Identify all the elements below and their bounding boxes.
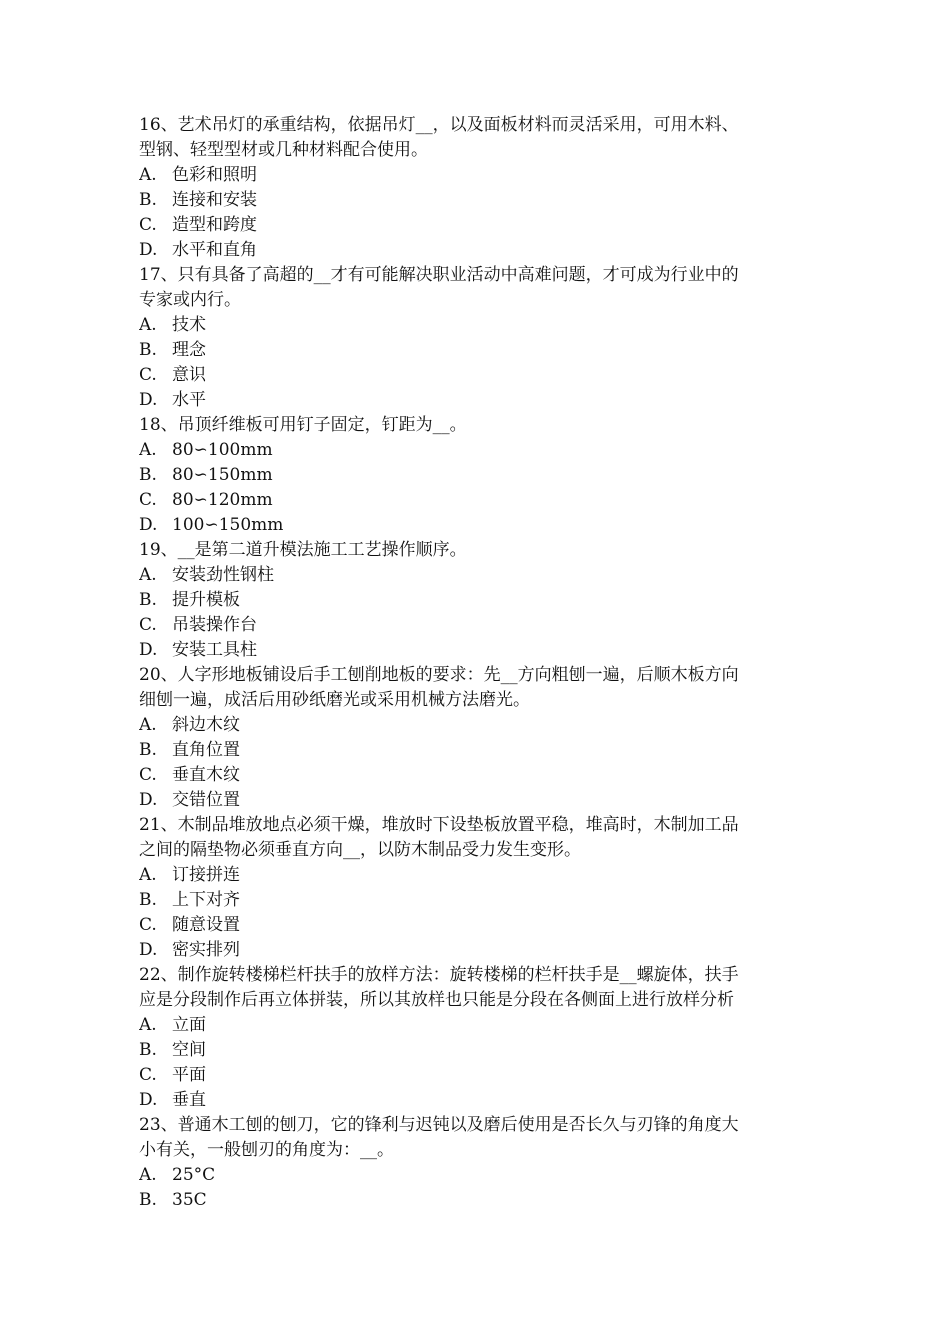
question-block	[139, 113, 819, 263]
answer-option	[139, 313, 819, 338]
question-text-line: 应是分段制作后再立体拼装，所以其放样也只能是分段在各侧面上进行放样分析	[139, 990, 734, 1010]
option-text: 上下对齐	[172, 890, 240, 910]
question-text-line: 18、吊顶纤维板可用钉子固定，钉距为__。	[139, 415, 467, 435]
question-text-line: 型钢、轻型型材或几种材料配合使用。	[139, 140, 428, 160]
question-block	[139, 663, 819, 813]
question-text-line: 23、普通木工刨的刨刀，它的锋利与迟钝以及磨后使用是否长久与刃锋的角度大	[139, 1115, 739, 1135]
option-letter: B.	[139, 190, 157, 210]
option-letter: D.	[139, 940, 158, 960]
option-letter: D.	[139, 390, 158, 410]
question-text-line: 16、艺术吊灯的承重结构，依据吊灯__，以及面板材料而灵活采用，可用木料、	[139, 115, 739, 135]
option-text: 提升模板	[172, 590, 240, 610]
option-text: 密实排列	[172, 940, 240, 960]
answer-option	[139, 738, 819, 763]
answer-option	[139, 1088, 819, 1113]
option-letter: C.	[139, 615, 157, 635]
question-block	[139, 1113, 819, 1213]
answer-option	[139, 1188, 819, 1213]
answer-option	[139, 638, 819, 663]
option-text: 随意设置	[172, 915, 240, 935]
option-text: 垂直木纹	[172, 765, 240, 785]
answer-option	[139, 938, 819, 963]
option-text: 100∽150mm	[172, 515, 284, 535]
option-letter: C.	[139, 765, 157, 785]
option-letter: C.	[139, 915, 157, 935]
document-page	[139, 113, 819, 1213]
option-letter: B.	[139, 740, 157, 760]
option-text: 水平	[172, 390, 206, 410]
option-letter: B.	[139, 1190, 157, 1210]
option-letter: D.	[139, 790, 158, 810]
question-block	[139, 538, 819, 663]
answer-option	[139, 913, 819, 938]
option-letter: C.	[139, 490, 157, 510]
option-text: 25°C	[172, 1165, 216, 1185]
answer-option	[139, 563, 819, 588]
answer-option	[139, 188, 819, 213]
answer-option	[139, 438, 819, 463]
option-text: 安装工具柱	[172, 640, 257, 660]
option-text: 理念	[172, 340, 206, 360]
option-text: 80∽100mm	[172, 440, 273, 460]
question-block	[139, 813, 819, 963]
question-block	[139, 263, 819, 413]
question-text-line: 17、只有具备了高超的__才有可能解决职业活动中高难问题，才可成为行业中的	[139, 265, 739, 285]
option-text: 色彩和照明	[172, 165, 257, 185]
option-letter: C.	[139, 365, 157, 385]
option-text: 吊装操作台	[172, 615, 257, 635]
answer-option	[139, 513, 819, 538]
answer-option	[139, 488, 819, 513]
answer-option	[139, 863, 819, 888]
answer-option	[139, 1063, 819, 1088]
option-letter: B.	[139, 1040, 157, 1060]
option-text: 安装劲性钢柱	[172, 565, 274, 585]
option-text: 35C	[172, 1190, 207, 1210]
question-text-line: 小有关，一般刨刃的角度为：__。	[139, 1140, 394, 1160]
option-letter: D.	[139, 640, 158, 660]
option-text: 垂直	[172, 1090, 206, 1110]
option-text: 直角位置	[172, 740, 240, 760]
option-letter: B.	[139, 590, 157, 610]
option-letter: A.	[139, 1015, 157, 1035]
option-text: 空间	[172, 1040, 206, 1060]
answer-option	[139, 338, 819, 363]
option-text: 意识	[172, 365, 206, 385]
option-letter: C.	[139, 215, 157, 235]
option-text: 平面	[172, 1065, 206, 1085]
option-text: 80∽150mm	[172, 465, 273, 485]
option-text: 立面	[172, 1015, 206, 1035]
question-text-line: 细刨一遍，成活后用砂纸磨光或采用机械方法磨光。	[139, 690, 530, 710]
answer-option	[139, 1038, 819, 1063]
question-block	[139, 413, 819, 538]
option-text: 交错位置	[172, 790, 240, 810]
option-letter: D.	[139, 1090, 158, 1110]
option-letter: D.	[139, 240, 158, 260]
option-letter: A.	[139, 565, 157, 585]
answer-option	[139, 213, 819, 238]
option-letter: A.	[139, 715, 157, 735]
question-text-line: 专家或内行。	[139, 290, 241, 310]
question-text-line: 22、制作旋转楼梯栏杆扶手的放样方法：旋转楼梯的栏杆扶手是__螺旋体，扶手	[139, 965, 739, 985]
answer-option	[139, 788, 819, 813]
option-text: 水平和直角	[172, 240, 257, 260]
answer-option	[139, 163, 819, 188]
answer-option	[139, 1013, 819, 1038]
answer-option	[139, 888, 819, 913]
answer-option	[139, 1163, 819, 1188]
option-text: 80∽120mm	[172, 490, 273, 510]
question-text-line: 之间的隔垫物必须垂直方向__，以防木制品受力发生变形。	[139, 840, 581, 860]
answer-option	[139, 713, 819, 738]
option-text: 斜边木纹	[172, 715, 240, 735]
answer-option	[139, 588, 819, 613]
question-block	[139, 963, 819, 1113]
answer-option	[139, 613, 819, 638]
option-letter: A.	[139, 865, 157, 885]
option-letter: A.	[139, 165, 157, 185]
option-text: 技术	[172, 315, 206, 335]
option-text: 造型和跨度	[172, 215, 257, 235]
question-text-line: 20、人字形地板铺设后手工刨削地板的要求：先__方向粗刨一遍，后顺木板方向	[139, 665, 739, 685]
answer-option	[139, 463, 819, 488]
option-text: 连接和安装	[172, 190, 257, 210]
option-letter: A.	[139, 315, 157, 335]
option-letter: A.	[139, 440, 157, 460]
option-text: 订接拼连	[172, 865, 240, 885]
option-letter: D.	[139, 515, 158, 535]
answer-option	[139, 388, 819, 413]
answer-option	[139, 238, 819, 263]
question-text-line: 21、木制品堆放地点必须干燥，堆放时下设垫板放置平稳，堆高时，木制加工品	[139, 815, 739, 835]
answer-option	[139, 363, 819, 388]
answer-option	[139, 763, 819, 788]
option-letter: B.	[139, 890, 157, 910]
option-letter: B.	[139, 465, 157, 485]
option-letter: A.	[139, 1165, 157, 1185]
question-text-line: 19、__是第二道升模法施工工艺操作顺序。	[139, 540, 467, 560]
option-letter: B.	[139, 340, 157, 360]
option-letter: C.	[139, 1065, 157, 1085]
